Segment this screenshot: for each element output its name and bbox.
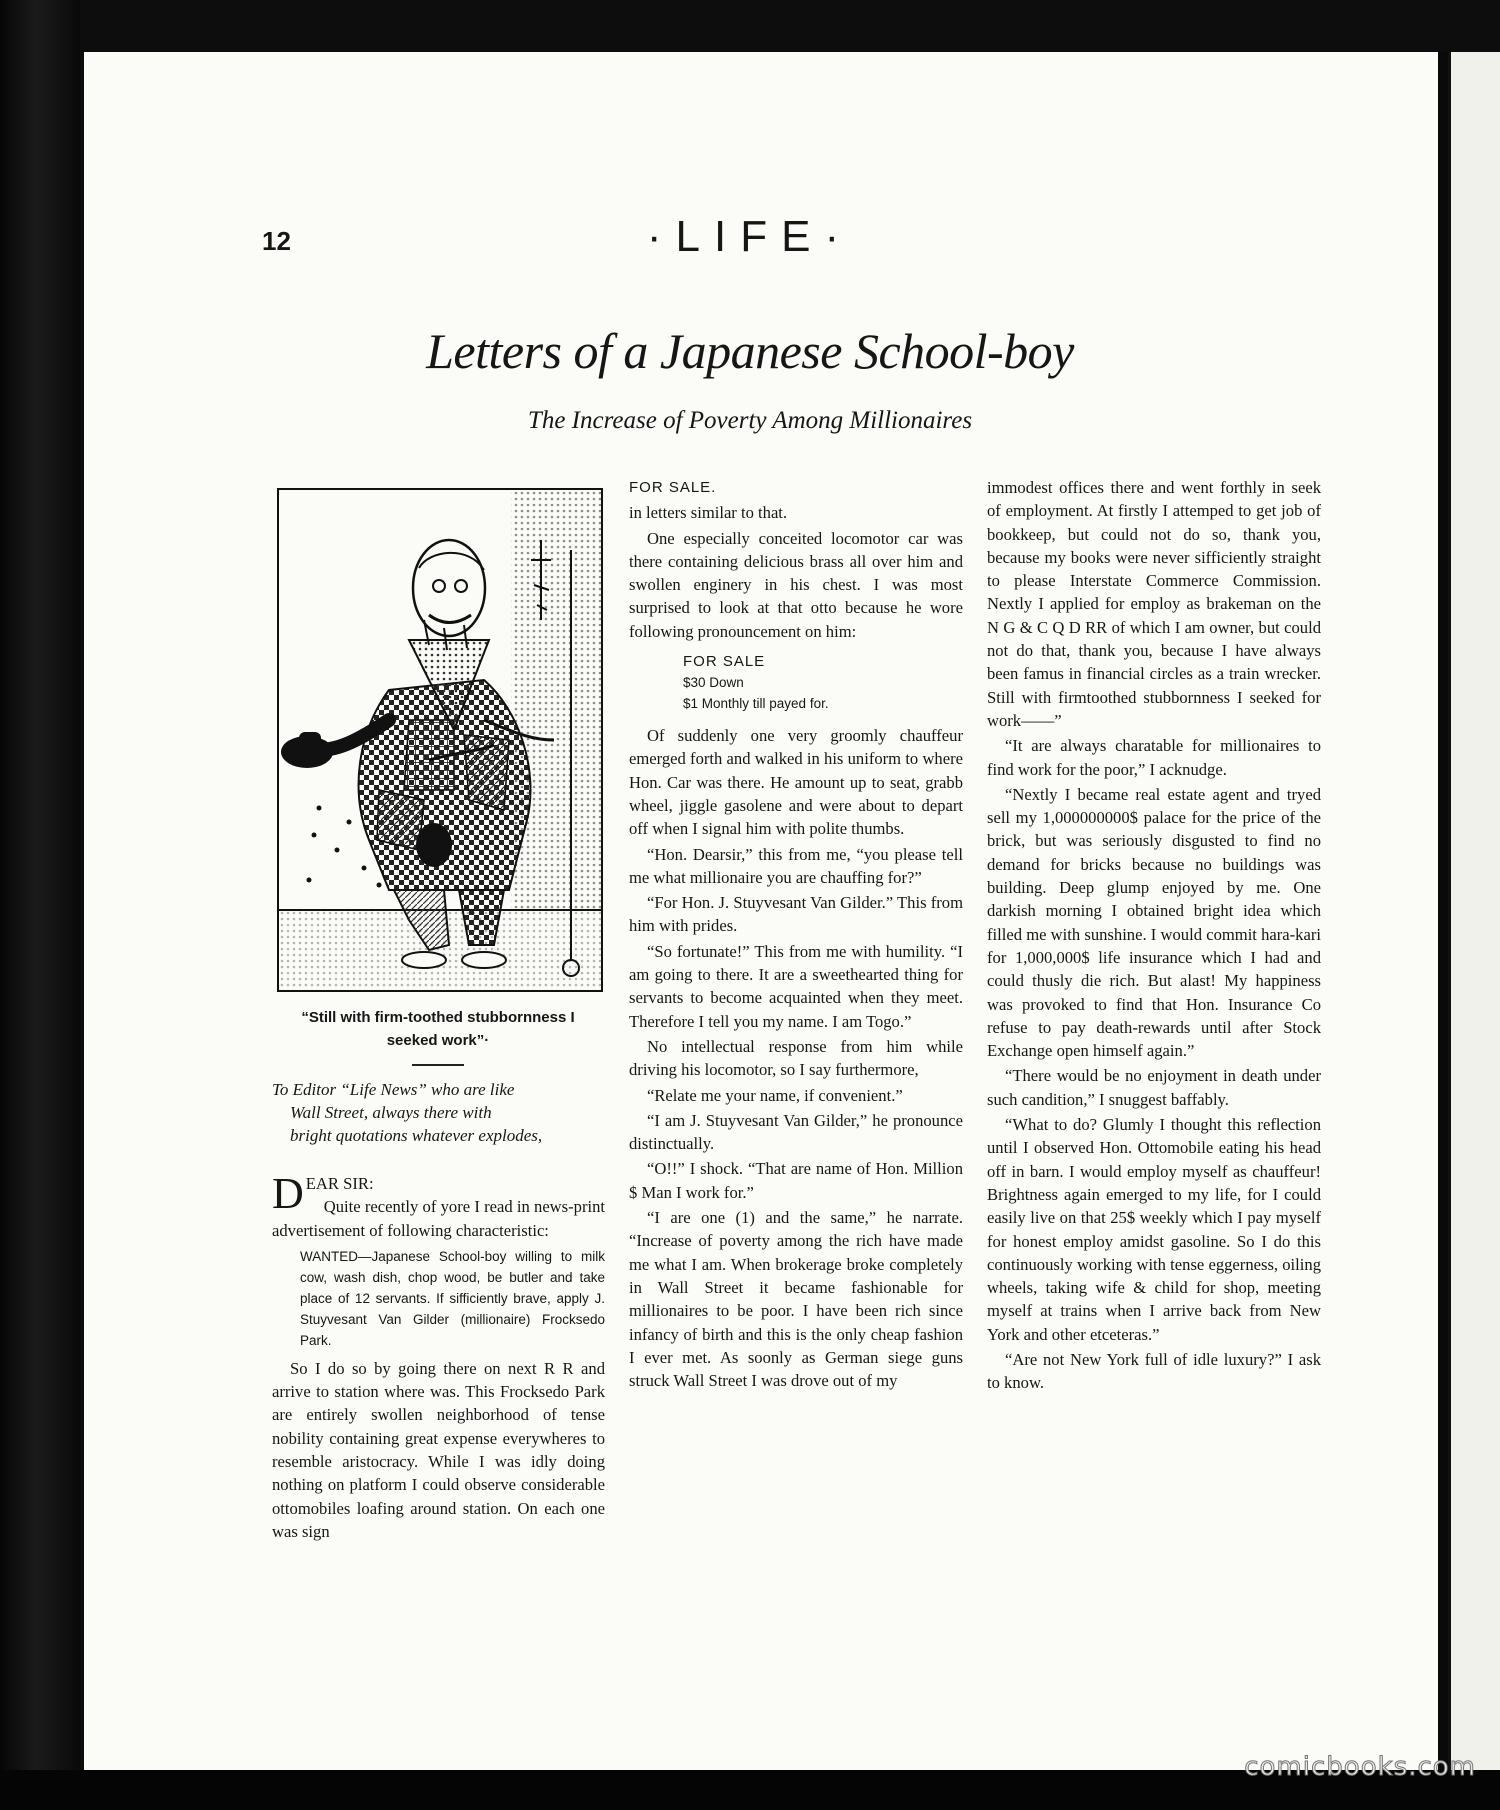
paragraph: “I am J. Stuyvesant Van Gilder,” he pronounce distinctually. <box>629 1110 963 1154</box>
article-title: Letters of a Japanese School-boy <box>426 323 1074 379</box>
cartoon-illustration <box>277 488 603 992</box>
for-sale-notice <box>629 651 963 714</box>
paragraph: “So fortunate!” This from me with humility. “I am going to there. It are a sweethearted thing for servants to become acquainted when they meet. Therefore I tell you my name. I am Togo.” <box>629 941 963 1031</box>
paragraph: “For Hon. J. Stuyvesant Van Gilder.” This from him with prides. <box>629 893 963 936</box>
paragraph: Quite recently of yore I read in news-print advertisement of following characteristic: <box>272 1197 605 1240</box>
paragraph: One especially conceited locomotor car was there containing delicious brass all over him and swollen enginery in his chest. I was most surprised to look at that otto because he wore following pronouncement on him: <box>629 528 963 641</box>
paragraph: “What to do? Glumly I thought this reflection until I observed Hon. Ottomobile eating his head off in barn. I would employ myself as chauffeur! Brightness again emerged to my life, for I could easily live on that 25$ weekly which I pay myself for honest employ amidst gasoline. So I do this continuously working with tense eggerness, oiling wheels, taking wife & child for shop, meeting myself at trains when I arrive back from New York and other etceteras.” <box>987 1115 1321 1344</box>
for-sale-heading: FOR SALE. <box>629 479 717 496</box>
notice-line: $1 Monthly till payed for. <box>683 696 829 712</box>
column-2 <box>629 476 963 1394</box>
paragraph: in letters similar to that. <box>629 503 788 523</box>
paragraph: “Hon. Dearsir,” this from me, “you please tell me what millionaire you are chauffing for?” <box>629 844 963 887</box>
paragraph: “There would be no enjoyment in death under such candition,” I snuggest baffably. <box>987 1066 1321 1109</box>
paragraph: “It are always charatable for millionaires to find work for the poor,” I acknudge. <box>987 736 1321 779</box>
paragraph: “Are not New York full of idle luxury?” I ask to know. <box>987 1349 1321 1393</box>
notice-line: $30 Down <box>683 675 744 691</box>
paragraph: “I are one (1) and the same,” he narrate. “Increase of poverty among the rich have made me what I am. When brokerage broke completely in Wall Street it became fashionable for millionaires to be poor. I have been rich since infancy of birth and this is the only cheap fashion I ever met. As soonly as German siege guns struck Wall Street I was drove out of my <box>629 1208 963 1391</box>
wanted-advertisement: WANTED—Japanese School-boy willing to milk cow, wash dish, chop wood, be butler and take place of 12 servants. If sifficiently brave, apply J. Stuyvesant Van Gilder (millionaire) Frocksedo Park. <box>300 1248 605 1348</box>
adjacent-page-edge <box>1448 52 1500 1770</box>
paragraph: “Relate me your name, if convenient.” <box>647 1085 903 1105</box>
editor-dedication <box>272 1078 605 1147</box>
column-1-body <box>272 1169 605 1545</box>
column-3 <box>987 476 1321 1397</box>
scan-border-left <box>0 0 80 1810</box>
article-subtitle: The Increase of Poverty Among Millionaires <box>527 407 973 434</box>
page-number: 12 <box>262 226 291 256</box>
dedication-line: To Editor “Life News” who are like <box>272 1080 515 1099</box>
magazine-masthead: ·LIFE· <box>646 212 854 261</box>
drop-cap: D <box>272 1169 304 1218</box>
dedication-line: Wall Street, always there with <box>290 1103 492 1122</box>
wall-shading <box>511 490 601 910</box>
page-gutter <box>1438 52 1448 1770</box>
dedication-line: bright quotations whatever explodes, <box>290 1126 543 1145</box>
paragraph: immodest offices there and went forthly in seek of employment. At firstly I attemped to get job of bookkeep, but could not do so, thank you, because my books were never sifficiently straight to please Interstate Commerce Commission. Nextly I applied for employ as brakeman on the N G & C Q D RR of which I am owner, but could not do that, thank you, because I have always been famus in financial circles as a train wrecker. Still with firmtoothed stubbornness I seeked for work——” <box>987 478 1321 730</box>
notice-title: FOR SALE <box>683 653 766 671</box>
salutation: EAR SIR: <box>305 1174 374 1193</box>
illustration-caption: “Still with firm-toothed stubbornness I seeked work”· <box>301 1009 575 1049</box>
paragraph: “Nextly I became real estate agent and tryed sell my 1,000000000$ palace for the price of the brick, but was seriously disgusted to find no demand for bricks because no buildings was building. Deep glump enjoyed by me. One darkish morning I obtained bright idea which filled me with sunshine. I would commit hara-kari for 1,000,000$ life insurance which I had and could thusly die rich. But alast! My happiness was provoked to find that Hon. Insurance Co refuse to pay death-rewards until after Stock Exchange open himself again.” <box>987 784 1321 1061</box>
paragraph: “O!!” I shock. “That are name of Hon. Million $ Man I work for.” <box>629 1159 963 1202</box>
paragraph: Of suddenly one very groomly chauffeur emerged forth and walked in his uniform to where Hon. Car was there. He amount up to seat, grabb wheel, jiggle gasolene and were about to depart off when I signal him with polite thumbs. <box>629 726 963 839</box>
section-rule <box>412 1064 464 1066</box>
paragraph: So I do so by going there on next R R and arrive to station where was. This Frocksedo Park are entirely swollen neighborhood of tense nobility containing great expense everywheres to resemble aristocracy. While I was idly doing nothing on platform I could observe considerable ottomobiles loafing around station. On each one was sign <box>272 1358 605 1541</box>
site-watermark: comicbooks.com <box>1244 1752 1476 1782</box>
cartoon-drawing <box>279 490 601 990</box>
paragraph: No intellectual response from him while driving his locomotor, so I say furthermore, <box>629 1036 963 1080</box>
